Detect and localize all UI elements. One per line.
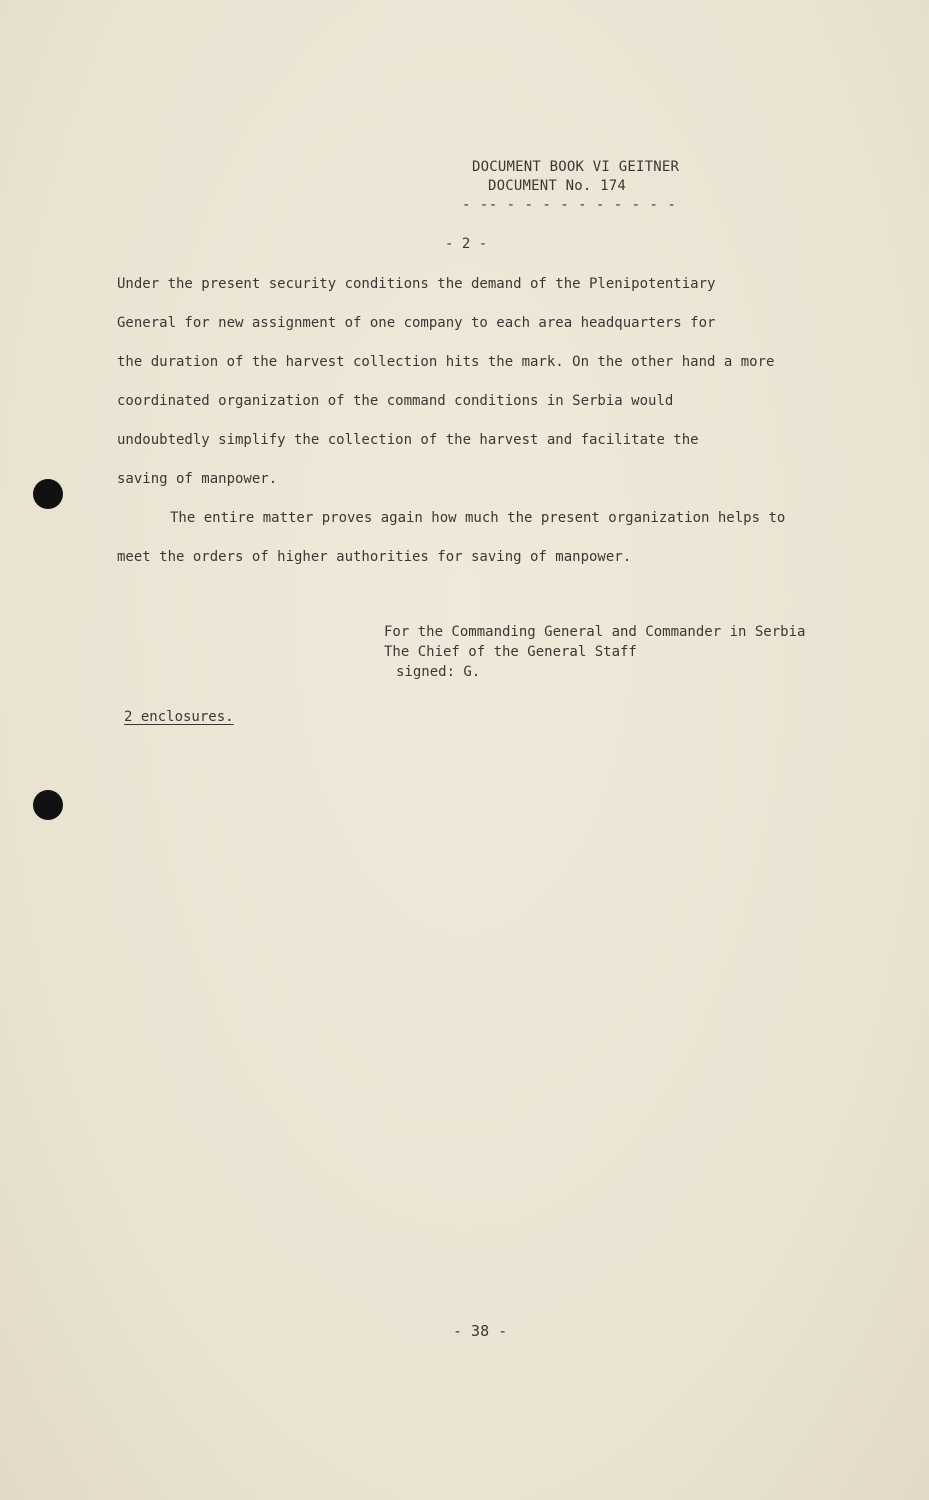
document-header xyxy=(462,158,679,215)
page-number-bottom: - 38 - xyxy=(453,1322,508,1340)
enclosures-note: 2 enclosures. xyxy=(124,709,234,725)
signature-line-2: The Chief of the General Staff xyxy=(384,644,637,660)
paragraph-line: saving of manpower. xyxy=(117,471,278,487)
signature-block xyxy=(384,622,805,682)
signature-line-1: For the Commanding General and Commander in Serbia xyxy=(384,624,806,640)
paragraph-line: General for new assignment of one company to each area headquarters for xyxy=(117,315,716,331)
paragraph-line: Under the present security conditions the demand of the Plenipotentiary xyxy=(117,276,716,292)
page-number-top: - 2 - xyxy=(445,236,488,252)
document-book-title: DOCUMENT BOOK VI GEITNER xyxy=(472,159,680,175)
header-divider: - -- - - - - - - - - - - xyxy=(462,197,677,213)
paragraph-line: meet the orders of higher authorities for saving of manpower. xyxy=(117,549,632,565)
document-number: DOCUMENT No. 174 xyxy=(488,178,627,194)
paragraph-line: coordinated organization of the command conditions in Serbia would xyxy=(117,393,674,409)
signature-signed: signed: G. xyxy=(396,664,481,680)
punch-hole-top xyxy=(33,479,63,509)
paragraph-line: undoubtedly simplify the collection of the harvest and facilitate the xyxy=(117,432,699,448)
document-body xyxy=(117,274,877,586)
paragraph-line: The entire matter proves again how much the present organization helps to xyxy=(170,510,786,526)
paragraph-line: the duration of the harvest collection hits the mark. On the other hand a more xyxy=(117,354,775,370)
punch-hole-bottom xyxy=(33,790,63,820)
